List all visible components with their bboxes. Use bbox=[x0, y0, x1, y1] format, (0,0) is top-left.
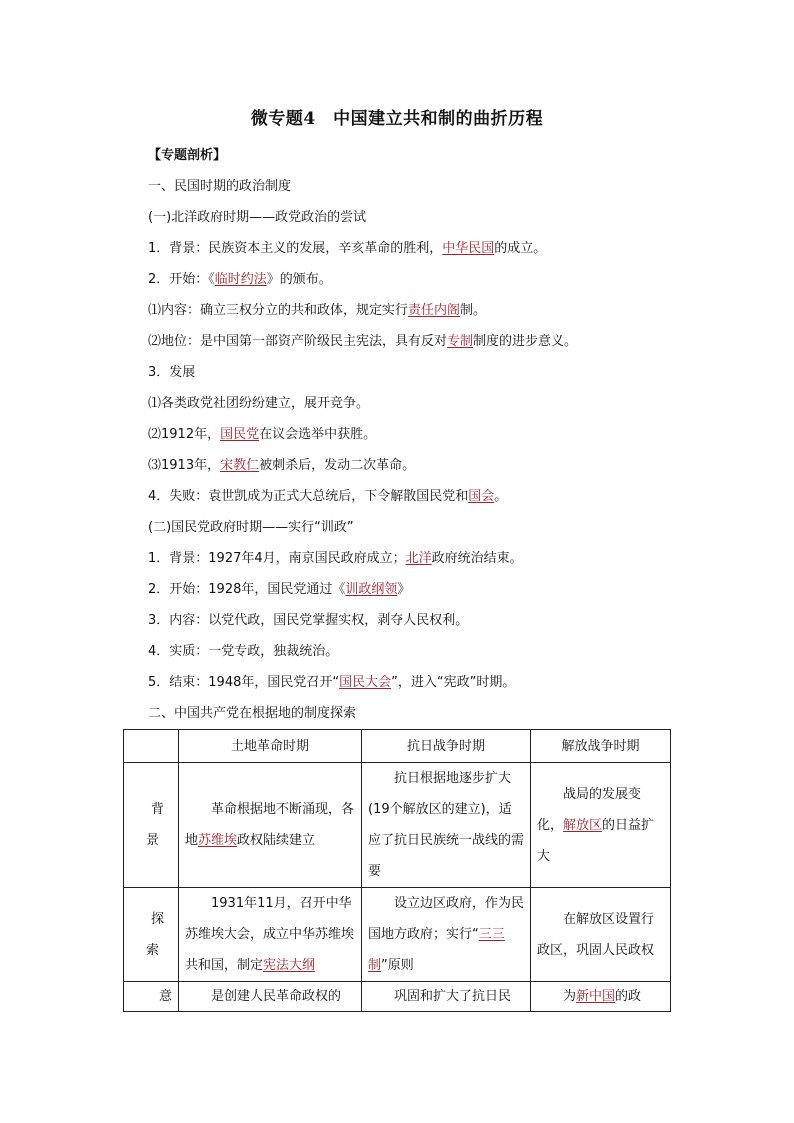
text: ”原则 bbox=[381, 958, 414, 973]
sub2-end bbox=[148, 674, 515, 692]
sub1-heading: (一)北洋政府时期——政党政治的尝试 bbox=[148, 210, 367, 225]
table-header-cell: 土地革命时期 bbox=[179, 730, 362, 763]
answer-blank: 临时约法 bbox=[214, 272, 267, 287]
sub1-development-1: ⑴各类政党社团纷纷建立，展开竞争。 bbox=[148, 396, 370, 411]
table-cell bbox=[531, 888, 671, 982]
part1-heading: 一、民国时期的政治制度 bbox=[148, 179, 292, 194]
text: 的政 bbox=[615, 988, 642, 1004]
sub1-failure bbox=[148, 488, 507, 506]
text: 政权陆续建立 bbox=[237, 833, 316, 848]
row-label-background bbox=[124, 763, 179, 888]
sub1-development-3 bbox=[148, 457, 415, 475]
answer-blank: 责任内阁 bbox=[408, 303, 461, 318]
table-row bbox=[124, 888, 671, 982]
table-header-cell bbox=[124, 730, 179, 763]
sub2-background bbox=[148, 550, 523, 568]
table-header-row bbox=[124, 730, 671, 763]
label-char: 索 bbox=[146, 942, 160, 958]
table-cell bbox=[179, 888, 362, 982]
base-area-table bbox=[123, 729, 671, 1012]
sub2-heading: (二)国民党政府时期——实行“训政” bbox=[148, 520, 354, 535]
answer-blank: 北洋 bbox=[405, 551, 432, 566]
table-cell bbox=[531, 982, 671, 1012]
text: 。 bbox=[494, 489, 508, 504]
table-cell bbox=[179, 982, 362, 1012]
table-cell bbox=[362, 982, 531, 1012]
text: 1931年11月，召开中华苏维埃大会，成立中华苏维埃共和国，制定 bbox=[185, 896, 355, 973]
text: 的成立。 bbox=[494, 241, 547, 256]
text: 革命根据地不断涌现，各地 bbox=[185, 802, 355, 848]
text: 政府统治结束。 bbox=[431, 551, 523, 566]
text: 》的颁布。 bbox=[266, 272, 332, 287]
text: ⑵地位：是中国第一部资产阶级民主宪法，具有反对 bbox=[148, 334, 448, 349]
cell-text bbox=[537, 779, 664, 872]
cell-text bbox=[185, 794, 355, 856]
table-cell bbox=[531, 763, 671, 888]
table-header-cell: 解放战争时期 bbox=[531, 730, 671, 763]
label-char: 探 bbox=[150, 911, 164, 927]
cell-text bbox=[185, 888, 355, 981]
answer-blank: 训政纲领 bbox=[345, 582, 398, 597]
text: 的日益扩大 bbox=[537, 817, 655, 864]
table-cell bbox=[362, 888, 531, 982]
text: 为 bbox=[563, 988, 577, 1004]
answer-blank: 国民大会 bbox=[339, 675, 392, 690]
text: 》 bbox=[397, 582, 411, 597]
sub2-content: 3．内容：以党代政，国民党掌握实权，剥夺人民权利。 bbox=[148, 613, 469, 628]
row-label-significance: 意 bbox=[124, 982, 179, 1012]
page-title: 微专题4 中国建立共和制的曲折历程 bbox=[250, 109, 544, 129]
answer-blank: 苏维埃 bbox=[198, 833, 238, 848]
part2-heading: 二、中国共产党在根据地的制度探索 bbox=[148, 706, 357, 721]
sub2-start bbox=[148, 581, 410, 599]
row-label-exploration bbox=[124, 888, 179, 982]
text: 被刺杀后，发动二次革命。 bbox=[259, 458, 416, 473]
cell-text: 抗日根据地逐步扩大(19个解放区的建立)，适应了抗日民族统一战线的需要 bbox=[368, 771, 525, 879]
table-header-cell: 抗日战争时期 bbox=[362, 730, 531, 763]
cell-text: 是创建人民革命政权的 bbox=[211, 988, 342, 1004]
table-row bbox=[124, 763, 671, 888]
cell-text bbox=[537, 984, 664, 1010]
text: 设立边区政府，作为民国地方政府；实行“ bbox=[368, 896, 525, 942]
section-tag: 【专题剖析】 bbox=[148, 148, 227, 163]
sub1-background bbox=[148, 240, 546, 258]
text: 1．背景：民族资本主义的发展，辛亥革命的胜利， bbox=[148, 241, 443, 256]
table-cell bbox=[179, 763, 362, 888]
sub1-start bbox=[148, 271, 332, 289]
text: ⑶1913年， bbox=[148, 458, 221, 473]
answer-blank: 新中国 bbox=[576, 988, 616, 1004]
label-char: 景 bbox=[146, 833, 160, 848]
text: 1．背景：1927年4月，南京国民政府成立； bbox=[148, 551, 406, 566]
cell-text bbox=[368, 888, 524, 981]
sub1-content bbox=[148, 302, 486, 320]
answer-blank: 解放区 bbox=[563, 817, 603, 833]
text: 战局的发展变化， bbox=[537, 786, 642, 833]
answer-blank: 中华民国 bbox=[442, 241, 495, 256]
answer-blank: 国民党 bbox=[220, 427, 260, 442]
text: 5．结束：1948年，国民党召开“ bbox=[148, 675, 340, 690]
cell-text: 在解放区设置行政区，巩固人民政权 bbox=[537, 911, 655, 958]
answer-blank: 宋教仁 bbox=[220, 458, 260, 473]
text: 2．开始：1928年，国民党通过《 bbox=[148, 582, 346, 597]
answer-blank: 专制 bbox=[447, 334, 474, 349]
text: 在议会选举中获胜。 bbox=[259, 427, 377, 442]
text: ⑵1912年， bbox=[148, 427, 221, 442]
text: 制度的进步意义。 bbox=[473, 334, 578, 349]
label-char: 背 bbox=[150, 802, 164, 817]
sub2-essence: 4．实质：一党专政，独裁统治。 bbox=[148, 644, 339, 659]
text: 制。 bbox=[460, 303, 487, 318]
cell-text: 巩固和扩大了抗日民 bbox=[394, 988, 512, 1004]
sub1-development-2 bbox=[148, 426, 376, 444]
answer-blank: 宪法大纲 bbox=[263, 958, 316, 973]
text: 4．失败：袁世凯成为正式大总统后，下令解散国民党和 bbox=[148, 489, 469, 504]
answer-blank: 三三制 bbox=[368, 927, 505, 973]
text: ”，进入“宪政”时期。 bbox=[391, 675, 516, 690]
table-cell bbox=[362, 763, 531, 888]
sub1-status bbox=[148, 333, 577, 351]
text: ⑴内容：确立三权分立的共和政体，规定实行 bbox=[148, 303, 409, 318]
sub1-development: 3．发展 bbox=[148, 365, 196, 380]
answer-blank: 国会 bbox=[468, 489, 495, 504]
table-row bbox=[124, 982, 671, 1012]
text: 2．开始：《 bbox=[148, 272, 215, 287]
